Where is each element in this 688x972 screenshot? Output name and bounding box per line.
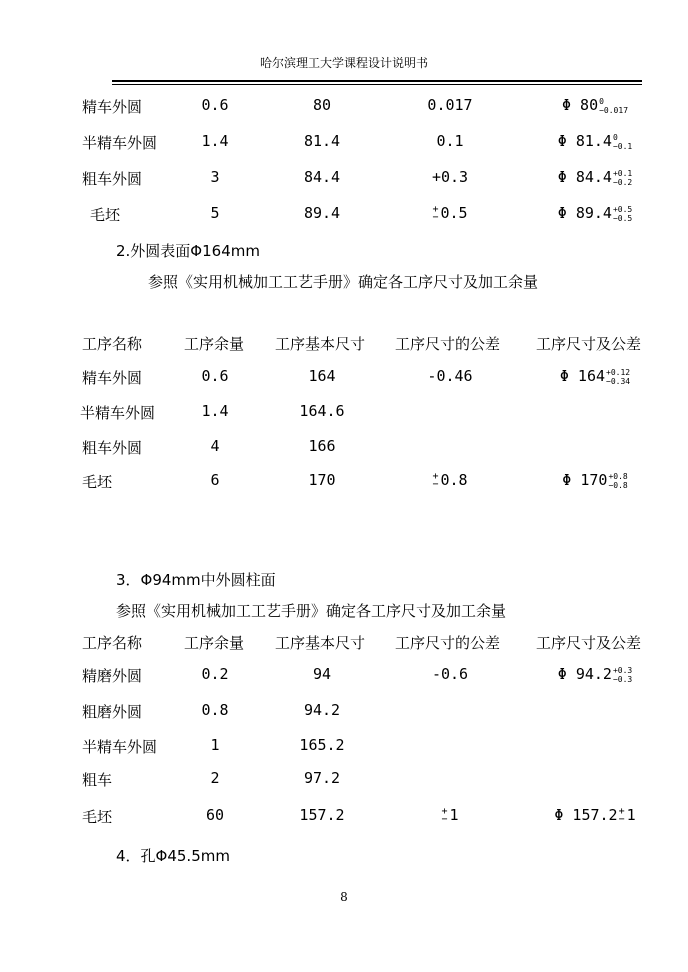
size-with-tolerance bbox=[545, 168, 645, 187]
table-row bbox=[0, 168, 688, 190]
reference-text: 参照《实用机械加工工艺手册》确定各工序尺寸及加工余量 bbox=[148, 273, 539, 291]
size-with-tolerance bbox=[545, 471, 645, 490]
plus-minus-sign bbox=[441, 805, 448, 825]
basic-size: 170 bbox=[308, 471, 336, 489]
size-with-tolerance bbox=[545, 132, 645, 151]
column-header: 工序余量 bbox=[184, 335, 245, 353]
table-row bbox=[0, 367, 688, 389]
dim-main: Φ 94.2 bbox=[557, 665, 612, 683]
basic-size: 164.6 bbox=[299, 402, 345, 420]
process-name: 半精车外圆 bbox=[82, 738, 158, 756]
size-tolerance bbox=[395, 471, 505, 489]
basic-size: 80 bbox=[312, 96, 332, 114]
basic-size: 165.2 bbox=[299, 736, 345, 754]
process-allowance: 0.6 bbox=[201, 367, 229, 385]
process-name: 粗车外圆 bbox=[82, 170, 143, 188]
size-tolerance bbox=[395, 806, 505, 824]
size-tolerance bbox=[395, 204, 505, 222]
process-name: 半精车外圆 bbox=[82, 134, 158, 152]
column-header: 工序尺寸及公差 bbox=[536, 634, 642, 652]
dim-main: Φ 164 bbox=[559, 367, 606, 385]
size-with-tolerance bbox=[545, 665, 645, 684]
tolerance-value: 1 bbox=[449, 806, 459, 824]
section-heading: 2.外圆表面Φ164mm bbox=[116, 242, 260, 260]
tolerance-stack bbox=[608, 472, 627, 490]
table-row bbox=[0, 437, 688, 459]
process-name: 精车外圆 bbox=[82, 98, 143, 116]
column-header: 工序尺寸的公差 bbox=[395, 634, 501, 652]
basic-size: 84.4 bbox=[303, 168, 341, 186]
dim-lower: −0.5 bbox=[612, 213, 633, 223]
dim-main: Φ 81.4 bbox=[557, 132, 612, 150]
table-row bbox=[0, 402, 688, 424]
dim-upper: +0.1 bbox=[612, 168, 633, 178]
process-allowance: 2 bbox=[210, 769, 220, 787]
table-header bbox=[0, 632, 688, 654]
dim-main: Φ 157.2 bbox=[554, 806, 618, 824]
tolerance-stack bbox=[613, 169, 632, 187]
table-row bbox=[0, 769, 688, 791]
plus-sign: + bbox=[432, 470, 439, 482]
table-row bbox=[0, 204, 688, 226]
plus-sign: + bbox=[441, 805, 448, 817]
dim-main: Φ 89.4 bbox=[557, 204, 612, 222]
table-row bbox=[0, 96, 688, 118]
tolerance-stack bbox=[613, 133, 632, 151]
tolerance-stack bbox=[613, 666, 632, 684]
process-name: 精车外圆 bbox=[82, 369, 143, 387]
dim-upper: +0.8 bbox=[608, 471, 628, 481]
page-header-title: 哈尔滨理工大学课程设计说明书 bbox=[259, 56, 428, 70]
process-allowance: 0.6 bbox=[201, 96, 229, 114]
dim-upper: 0 bbox=[599, 96, 604, 106]
size-with-tolerance bbox=[545, 96, 645, 115]
tolerance-value: 0.8 bbox=[440, 471, 468, 489]
table-row bbox=[0, 471, 688, 493]
column-header: 工序名称 bbox=[82, 634, 143, 652]
basic-size: 94.2 bbox=[303, 701, 341, 719]
size-tolerance: +0.3 bbox=[431, 168, 469, 186]
size-with-tolerance bbox=[545, 806, 645, 824]
process-name: 半精车外圆 bbox=[80, 404, 156, 422]
size-tolerance: 0.017 bbox=[427, 96, 473, 114]
dim-lower: −0.1 bbox=[612, 141, 633, 151]
basic-size: 94 bbox=[312, 665, 332, 683]
dim-main: Φ 84.4 bbox=[557, 168, 612, 186]
process-allowance: 6 bbox=[210, 471, 220, 489]
dim-lower: −0.2 bbox=[612, 177, 633, 187]
basic-size: 81.4 bbox=[303, 132, 341, 150]
process-allowance: 3 bbox=[210, 168, 220, 186]
dim-lower: −0.017 bbox=[599, 105, 629, 115]
process-name: 毛坯 bbox=[90, 206, 121, 224]
plus-sign: + bbox=[432, 203, 439, 215]
process-allowance: 60 bbox=[205, 806, 225, 824]
basic-size: 89.4 bbox=[303, 204, 341, 222]
process-name: 粗车 bbox=[82, 771, 113, 789]
column-header: 工序尺寸及公差 bbox=[536, 335, 642, 353]
plus-minus-sign bbox=[432, 203, 439, 223]
section-heading: 4．孔Φ45.5mm bbox=[116, 847, 230, 865]
tolerance-value: 1 bbox=[626, 806, 636, 824]
tolerance-value: 0.5 bbox=[440, 204, 468, 222]
plus-minus-sign bbox=[618, 805, 625, 825]
basic-size: 157.2 bbox=[299, 806, 345, 824]
tolerance-stack bbox=[613, 205, 632, 223]
process-allowance: 1.4 bbox=[201, 402, 229, 420]
size-tolerance: -0.6 bbox=[431, 665, 469, 683]
table-row bbox=[0, 806, 688, 828]
process-name: 粗磨外圆 bbox=[82, 703, 143, 721]
dim-main: Φ 170 bbox=[562, 471, 608, 489]
column-header: 工序名称 bbox=[82, 335, 143, 353]
process-allowance: 4 bbox=[210, 437, 220, 455]
size-with-tolerance bbox=[545, 367, 645, 386]
basic-size: 164 bbox=[308, 367, 336, 385]
page-number: 8 bbox=[340, 890, 348, 904]
process-allowance: 5 bbox=[210, 204, 220, 222]
process-allowance: 1.4 bbox=[201, 132, 229, 150]
size-tolerance: 0.1 bbox=[436, 132, 464, 150]
size-tolerance: -0.46 bbox=[427, 367, 473, 385]
process-name: 毛坯 bbox=[82, 473, 113, 491]
tolerance-stack bbox=[599, 97, 628, 115]
dim-main: Φ 80 bbox=[561, 96, 599, 114]
table-row bbox=[0, 736, 688, 758]
column-header: 工序余量 bbox=[184, 634, 245, 652]
process-allowance: 0.8 bbox=[201, 701, 229, 719]
dim-upper: +0.12 bbox=[606, 367, 631, 377]
tolerance-stack bbox=[606, 368, 630, 386]
dim-upper: +0.3 bbox=[612, 665, 633, 675]
minus-sign: − bbox=[432, 211, 439, 223]
process-name: 粗车外圆 bbox=[82, 439, 143, 457]
column-header: 工序基本尺寸 bbox=[275, 634, 366, 652]
plus-sign: + bbox=[618, 805, 625, 817]
reference-text: 参照《实用机械加工工艺手册》确定各工序尺寸及加工余量 bbox=[116, 602, 507, 620]
dim-upper: 0 bbox=[612, 132, 618, 142]
basic-size: 166 bbox=[308, 437, 336, 455]
minus-sign: − bbox=[432, 478, 439, 490]
table-header bbox=[0, 333, 688, 355]
table-row bbox=[0, 132, 688, 154]
column-header: 工序尺寸的公差 bbox=[395, 335, 501, 353]
table-row bbox=[0, 665, 688, 687]
process-name: 精磨外圆 bbox=[82, 667, 143, 685]
size-with-tolerance bbox=[545, 204, 645, 223]
dim-upper: +0.5 bbox=[612, 204, 633, 214]
table-row bbox=[0, 701, 688, 723]
minus-sign: − bbox=[441, 813, 448, 825]
process-allowance: 1 bbox=[210, 736, 220, 754]
section-heading: 3．Φ94mm中外圆柱面 bbox=[116, 571, 276, 589]
dim-lower: −0.34 bbox=[606, 376, 631, 386]
plus-minus-sign bbox=[432, 470, 439, 490]
dim-lower: −0.3 bbox=[612, 674, 633, 684]
process-allowance: 0.2 bbox=[201, 665, 229, 683]
dim-lower: −0.8 bbox=[608, 480, 628, 490]
process-name: 毛坯 bbox=[82, 808, 113, 826]
header-rule bbox=[112, 80, 642, 85]
column-header: 工序基本尺寸 bbox=[275, 335, 366, 353]
minus-sign: − bbox=[618, 813, 625, 825]
basic-size: 97.2 bbox=[303, 769, 341, 787]
